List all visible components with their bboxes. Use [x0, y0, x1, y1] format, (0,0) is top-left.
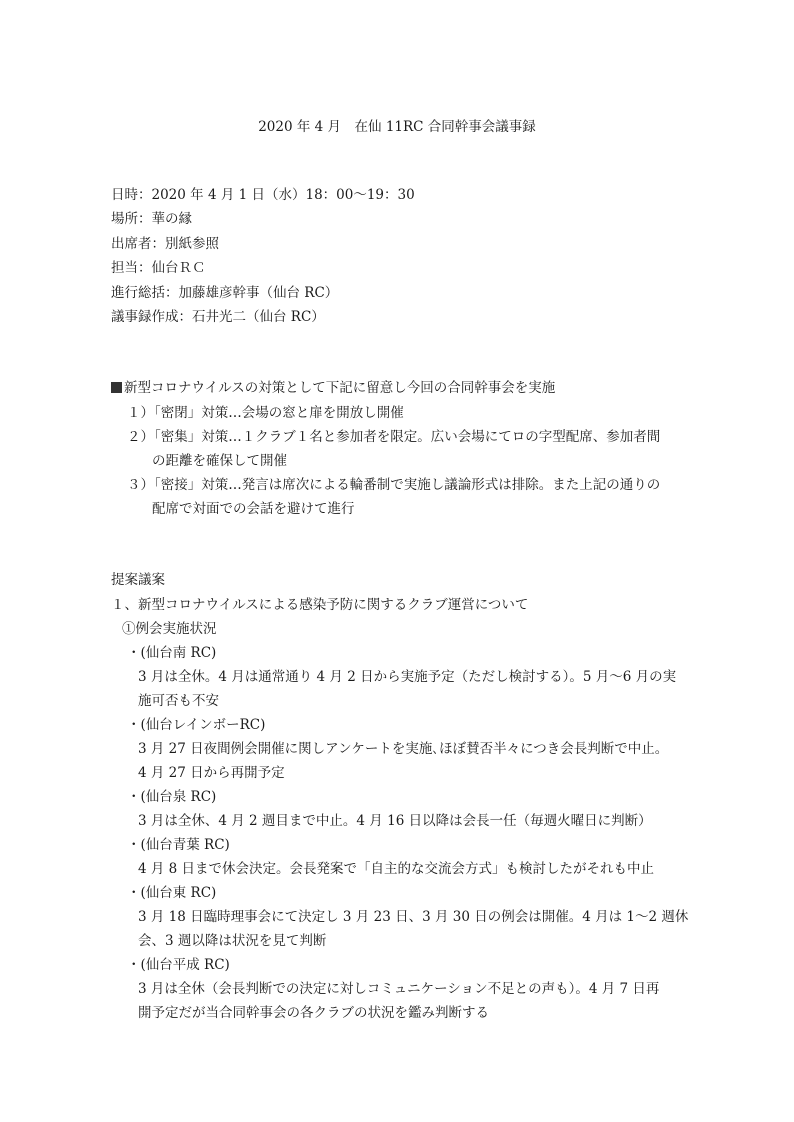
- notice-heading-text: 新型コロナウイルスの対策として下記に留意し今回の合同幹事会を実施: [124, 380, 556, 396]
- club-name: ・(仙台青葉 RC): [127, 837, 230, 853]
- club-report-line: 会、3 週以降は状況を見て判断: [138, 933, 327, 949]
- club-name: ・(仙台東 RC): [127, 885, 217, 901]
- club-report-line: 3 月 27 日夜間例会開催に関しアンケートを実施､ほぼ賛否半々につき会長判断で中止。: [138, 741, 669, 757]
- club-report-line: 3 月は全休、4 月 2 週目まで中止。4 月 16 日以降は会長一任（毎週火曜日に判断）: [138, 813, 652, 829]
- club-name: ・(仙台泉 RC): [127, 789, 217, 805]
- club-report-line: 施可否も不安: [138, 693, 219, 709]
- notice-item-3: ３）「密接」対策…発言は席次による輪番制で実施し議論形式は排除。また上記の通りの: [127, 477, 661, 493]
- square-bullet-icon: [111, 382, 122, 393]
- notice-item-2: ２）「密集」対策…１クラブ１名と参加者を限定。広い会場にてロの字型配席、参加者間: [127, 429, 661, 445]
- meeting-moderator: 進行総括：加藤雄彦幹事（仙台 RC）: [111, 285, 339, 301]
- meeting-datetime: 日時：2020 年 4 月 1 日（水）18：00〜19：30: [111, 187, 415, 203]
- notice-item-1: １）「密閉」対策…会場の窓と扉を開放し開催: [127, 405, 404, 421]
- meeting-place: 場所：華の縁: [111, 211, 192, 227]
- club-report-line: 開予定だが当合同幹事会の各クラブの状況を鑑み判断する: [138, 1005, 489, 1021]
- meeting-attendees: 出席者：別紙参照: [111, 236, 219, 252]
- meeting-host: 担当：仙台ＲＣ: [111, 260, 206, 276]
- club-report-line: 3 月は全休。4 月は通常通り 4 月 2 日から実施予定（ただし検討する）。5 月〜6 月の実: [138, 669, 677, 685]
- club-report-line: 4 月 27 日から再開予定: [138, 765, 285, 781]
- document-title: 2020 年 4 月 在仙 11RC 合同幹事会議事録: [258, 119, 536, 135]
- club-report-line: 3 月は全休（会長判断での決定に対しコミュニケーション不足との声も）。4 月 7 日再: [138, 981, 660, 997]
- notice-item-3-cont: 配席で対面での会話を避けて進行: [152, 501, 355, 517]
- agenda-heading: 提案議案: [111, 572, 165, 588]
- club-report-line: 4 月 8 日まで休会決定。会長発案で「自主的な交流会方式」も検討したがそれも中止: [138, 861, 655, 877]
- minutes-author: 議事録作成：石井光二（仙台 RC）: [111, 309, 325, 325]
- notice-item-2-cont: の距離を確保して開催: [152, 453, 287, 469]
- club-report-line: 3 月 18 日臨時理事会にて決定し 3 月 23 日、3 月 30 日の例会は開催。4 月は 1〜2 週休: [138, 909, 689, 925]
- agenda-subheading: ①例会実施状況: [122, 621, 217, 637]
- club-name: ・(仙台レインボーRC): [127, 717, 266, 733]
- club-name: ・(仙台平成 RC): [127, 957, 230, 973]
- notice-heading: [111, 379, 555, 397]
- club-name: ・(仙台南 RC): [127, 645, 217, 661]
- agenda-topic-1: １、新型コロナウイルスによる感染予防に関するクラブ運営について: [111, 597, 529, 613]
